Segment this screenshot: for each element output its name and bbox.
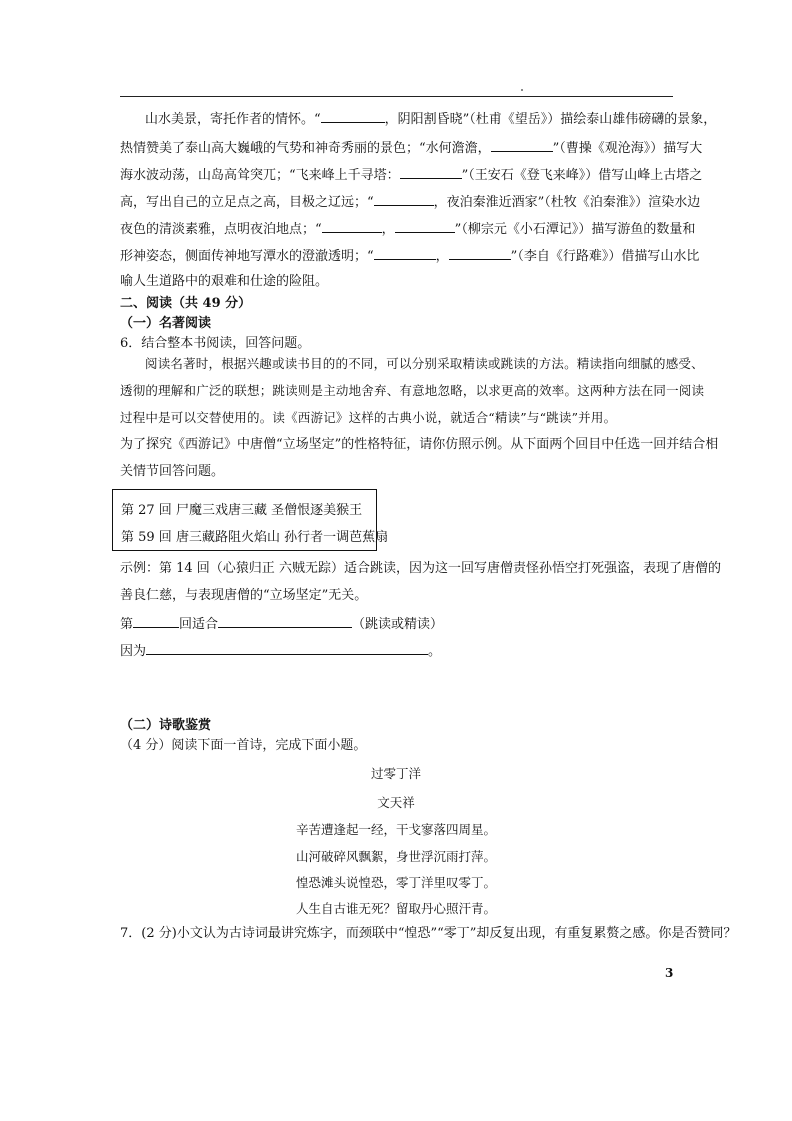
example-line-1: 示例：第 14 回（心猿归正 六贼无踪）适合跳读，因为这一回写唐僧责怪孙悟空打死强盗，表现了唐僧的 bbox=[120, 561, 721, 576]
question-6: 6．结合整本书阅读，回答问题。 bbox=[120, 336, 311, 351]
fill-line-1 bbox=[145, 110, 716, 128]
answer-blank[interactable] bbox=[374, 247, 436, 260]
passage-line-2: 透彻的理解和广泛的联想；跳读则是主动地舍弃、有意地忽略，以求更高的效率。这两种方法在同一阅读 bbox=[120, 383, 705, 398]
fill-text: 山水美景，寄托作者的情怀。“ bbox=[145, 112, 321, 127]
chapter-option-27: 第 27 回 尸魔三戏唐三藏 圣僧恨逐美猴王 bbox=[121, 503, 363, 518]
page-number: 3 bbox=[665, 966, 674, 980]
chapter-option-59: 第 59 回 唐三藏路阻火焰山 孙行者一调芭蕉扇 bbox=[121, 530, 389, 545]
fill-text: ， bbox=[435, 249, 449, 264]
fill-text: ，阴阳割昏晓”（杜甫《望岳》）描绘泰山雄伟磅礴的景象， bbox=[384, 112, 717, 127]
fill-text: ”（柳宗元《小石潭记》）描写游鱼的数量和 bbox=[454, 222, 696, 237]
fill-line-3 bbox=[120, 166, 702, 184]
answer-suffix: （跳读或精读） bbox=[352, 617, 444, 632]
section-heading-reading: 二、阅读（共 49 分） bbox=[120, 296, 252, 311]
chapter-number-blank[interactable] bbox=[133, 615, 179, 628]
poem-line-4: 人生自古谁无死？留取丹心照汗青。 bbox=[295, 901, 496, 916]
passage-line-1: 阅读名著时，根据兴趣或读书目的的不同，可以分别采取精读或跳读的方法。精读指向细腻的感受、 bbox=[145, 356, 704, 371]
fill-text: ， bbox=[381, 222, 395, 237]
fill-text: 海水波动荡，山岛高耸突兀；“飞来峰上千寻塔： bbox=[120, 168, 400, 183]
period: 。 bbox=[428, 644, 442, 659]
answer-reason-line bbox=[120, 642, 441, 660]
question-7: 7．(2 分)小文认为古诗词最讲究炼字，而颈联中“惶恐”“零丁”却反复出现，有重复累赘之感。你是否赞同？ bbox=[120, 926, 737, 941]
answer-blank[interactable] bbox=[322, 220, 382, 233]
poem-line-3: 惶恐滩头说惶恐，零丁洋里叹零丁。 bbox=[295, 875, 496, 890]
answer-mid: 回适合 bbox=[179, 617, 219, 632]
fill-text: ”（王安石《登飞来峰》）借写山峰上古塔之 bbox=[461, 168, 703, 183]
fill-text: ，夜泊秦淮近酒家”（杜牧《泊秦淮》）渲染水边 bbox=[433, 195, 701, 210]
method-blank[interactable] bbox=[218, 615, 352, 628]
chapter-options-box bbox=[112, 489, 389, 551]
header-rule bbox=[120, 96, 673, 97]
fill-text: ”（曹操《观沧海》）描写大 bbox=[552, 141, 703, 156]
fill-text: 形神姿态，侧面传神地写潭水的澄澈透明；“ bbox=[120, 249, 374, 264]
poem-author: 文天祥 bbox=[377, 795, 415, 810]
answer-prefix: 第 bbox=[120, 617, 134, 632]
poem-line-1: 辛苦遭逢起一经，干戈寥落四周星。 bbox=[295, 822, 496, 837]
answer-blank[interactable] bbox=[374, 193, 434, 206]
subsection-heading-poetry: （二）诗歌鉴赏 bbox=[120, 718, 212, 733]
poem-line-2: 山河破碎风飘絮，身世浮沉雨打萍。 bbox=[295, 849, 496, 864]
fill-line-4 bbox=[120, 193, 700, 211]
speck-mark bbox=[521, 89, 523, 91]
answer-blank[interactable] bbox=[491, 139, 553, 152]
answer-blank[interactable] bbox=[449, 247, 511, 260]
answer-blank[interactable] bbox=[395, 220, 455, 233]
fill-text: 夜色的清淡素雅，点明夜泊地点；“ bbox=[120, 222, 322, 237]
answer-chapter-line bbox=[120, 615, 443, 633]
fill-line-5 bbox=[120, 220, 695, 238]
answer-blank[interactable] bbox=[321, 110, 385, 123]
passage-line-3: 过程中是可以交替使用的。读《西游记》这样的古典小说，就适合“精读”与“跳读”并用。 bbox=[120, 410, 617, 425]
fill-text: 喻人生道路中的艰难和仕途的险阻。 bbox=[120, 274, 329, 289]
poetry-intro: （4 分）阅读下面一首诗，完成下面小题。 bbox=[120, 738, 367, 753]
reason-blank[interactable] bbox=[146, 642, 428, 655]
fill-line-7 bbox=[120, 274, 328, 290]
task-line-2: 关情节回答问题。 bbox=[120, 464, 225, 479]
because-label: 因为 bbox=[120, 644, 147, 659]
task-line-1: 为了探究《西游记》中唐僧“立场坚定”的性格特征，请你仿照示例。从下面两个回目中任选一回并结合相 bbox=[120, 437, 719, 452]
fill-text: 高，写出自己的立足点之高，目极之辽远；“ bbox=[120, 195, 374, 210]
poem-title: 过零丁洋 bbox=[370, 766, 421, 781]
answer-blank[interactable] bbox=[400, 166, 462, 179]
subsection-heading-classics: （一）名著阅读 bbox=[120, 316, 212, 331]
fill-text: ”（李自《行路难》）借描写山水比 bbox=[510, 249, 700, 264]
fill-line-6 bbox=[120, 247, 699, 265]
fill-line-2 bbox=[120, 139, 702, 157]
fill-text: 热情赞美了泰山高大巍峨的气势和神奇秀丽的景色；“水何澹澹， bbox=[120, 141, 491, 156]
example-line-2: 善良仁慈，与表现唐僧的“立场坚定”无关。 bbox=[120, 588, 368, 603]
